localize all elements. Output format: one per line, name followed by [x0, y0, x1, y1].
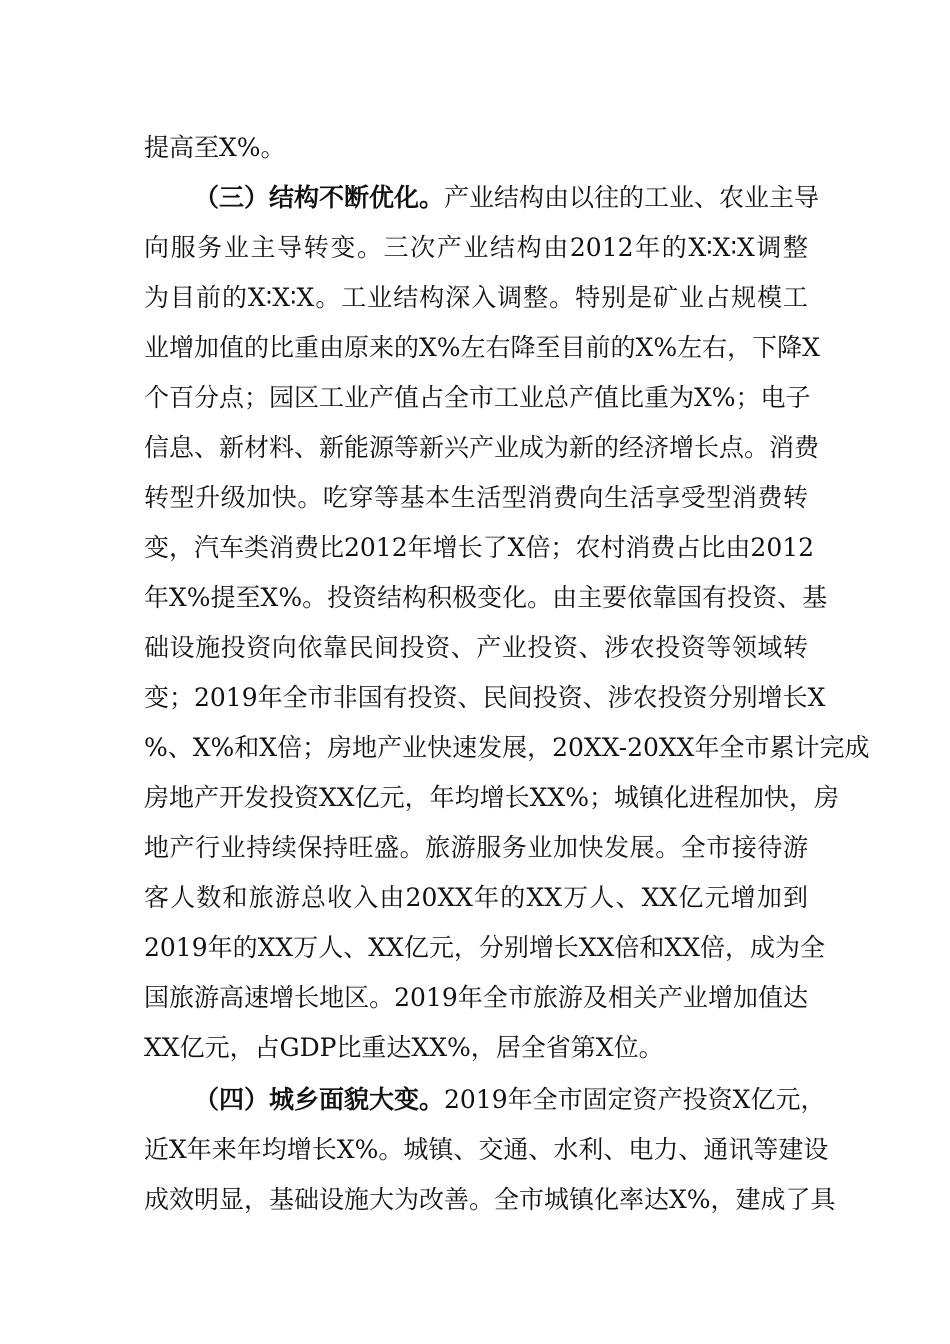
- text-line: XX亿元，占GDP比重达XX%，居全省第X位。: [144, 1033, 664, 1062]
- text-line: %、X%和X倍；房地产业快速发展，20XX-20XX年全市累计完成: [144, 733, 870, 762]
- section-heading: 结构不断优化。: [269, 183, 445, 212]
- text-line: 转型升级加快。吃穿等基本生活型消费向生活享受型消费转: [144, 483, 808, 512]
- text-line: 国旅游高速增长地区。2019年全市旅游及相关产业增加值达: [144, 983, 808, 1012]
- text-line: 业增加值的比重由原来的X%左右降至目前的X%左右，下降X: [144, 333, 820, 362]
- text-line: 地产行业持续保持旺盛。旅游服务业加快发展。全市接待游: [144, 833, 808, 862]
- text-line: 信息、新材料、新能源等新兴产业成为新的经济增长点。消费: [144, 433, 820, 462]
- text-line: 成效明显，基础设施大为改善。全市城镇化率达X%，建成了具: [144, 1185, 836, 1214]
- paragraph-3-first-line: [194, 178, 820, 218]
- text-line: 年X%提至X%。投资结构积极变化。由主要依靠国有投资、基: [144, 583, 828, 612]
- text-span: 2019年全市固定资产投资X亿元，: [444, 1085, 826, 1114]
- text-line: 个百分点；园区工业产值占全市工业总产值比重为X%；电子: [144, 383, 811, 412]
- text-line: 为目前的X∶X∶X。工业结构深入调整。特别是矿业占规模工: [144, 283, 808, 312]
- paragraph-4-first-line: [194, 1080, 826, 1120]
- text-line: 近X年来年均增长X%。城镇、交通、水利、电力、通讯等建设: [144, 1135, 829, 1164]
- text-line: 房地产开发投资XX亿元，年均增长XX%；城镇化进程加快，房: [144, 783, 839, 812]
- section-heading: 城乡面貌大变。: [269, 1085, 445, 1114]
- section-number: （三）: [194, 183, 270, 212]
- text-span: 产业结构由以往的工业、农业主导: [444, 183, 820, 212]
- text-line: 础设施投资向依靠民间投资、产业投资、涉农投资等领域转: [144, 633, 808, 662]
- text-line: 变，汽车类消费比2012年增长了X倍；农村消费占比由2012: [144, 533, 815, 562]
- text-line: 2019年的XX万人、XX亿元，分别增长XX倍和XX倍，成为全: [144, 933, 826, 962]
- section-number: （四）: [194, 1085, 270, 1114]
- text-line: 变；2019年全市非国有投资、民间投资、涉农投资分别增长X: [144, 683, 826, 712]
- text-line: 向服务业主导转变。三次产业结构由2012年的X∶X∶X调整: [144, 233, 808, 262]
- text-line: 客人数和旅游总收入由20XX年的XX万人、XX亿元增加到: [144, 883, 808, 912]
- text-line: 提高至X%。: [144, 133, 286, 162]
